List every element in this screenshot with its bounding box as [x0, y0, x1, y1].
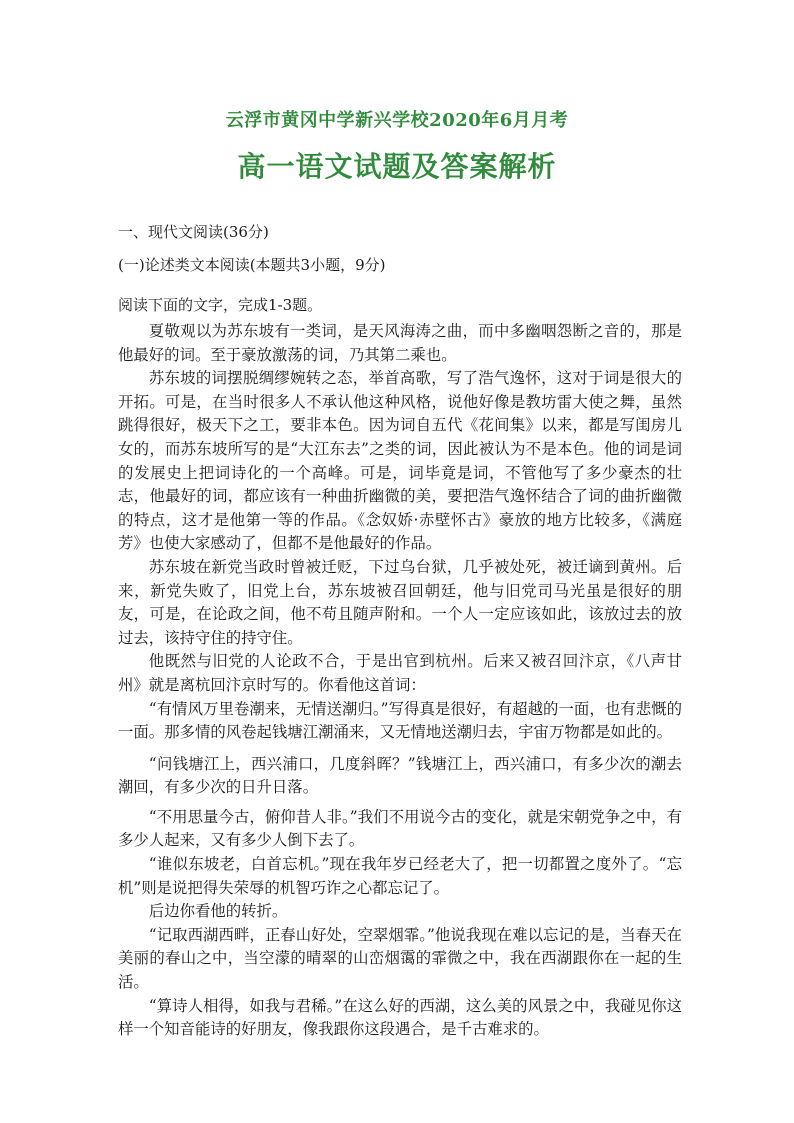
passage-paragraph: “谁似东坡老，白首忘机。”现在我年岁已经老大了，把一切都置之度外了。“忘机”则是说把得失荣辱的机智巧诈之心都忘记了。: [118, 855, 682, 897]
passage-paragraph: 苏东坡在新党当政时曾被迁贬，下过乌台狱，几乎被处死，被迁谪到黄州。后来，新党失败了，旧党上台，苏东坡被召回朝廷，他与旧党司马光虽是很好的朋友，可是，在论政之间，他不苟且随声附和。一个人一定应该如此，该放过去的放过去，该持守住的持守住。: [118, 557, 682, 647]
section-subheading-argumentative: (一)论述类文本阅读(本题共3小题，9分): [118, 256, 386, 274]
exam-title: 高一语文试题及答案解析: [237, 150, 557, 183]
section-heading-modern-reading: 一、现代文阅读(36分): [118, 223, 269, 241]
passage-paragraph: 苏东坡的词摆脱绸缪婉转之态，举首高歌，写了浩气逸怀，这对于词是很大的开拓。可是，在当时很多人不承认他这种风格，说他好像是教坊雷大使之舞，虽然跳得很好，极天下之工，要非本色。因为词自五代《花间集》以来，都是写闺房儿女的，而苏东坡所写的是“大江东去”之类的词，因此被认为不是本色。他的词是词的发展史上把词诗化的一个高峰。可是，词毕竟是词，不管他写了多少豪杰的壮志，他最好的词，都应该有一种曲折幽微的美，要把浩气逸怀结合了词的曲折幽微的特点，这才是他第一等的作品。《念奴娇·赤壁怀古》豪放的地方比较多，《满庭芳》也使大家感动了，但都不是他最好的作品。: [118, 369, 682, 553]
reading-instruction: 阅读下面的文字，完成1-3题。: [118, 296, 323, 314]
passage-paragraph: “记取西湖西畔，正春山好处，空翠烟霏。”他说我现在难以忘记的是，当春天在美丽的春山之中，当空濛的晴翠的山峦烟霭的霏微之中，我在西湖跟你在一起的生活。: [118, 925, 682, 992]
passage-paragraph: “问钱塘江上，西兴浦口，几度斜晖？”钱塘江上，西兴浦口，有多少次的潮去潮回，有多少次的日升日落。: [118, 754, 682, 797]
passage-body: [118, 320, 682, 1042]
passage-paragraph: “算诗人相得，如我与君稀。”在这么好的西湖，这么美的风景之中，我碰见你这样一个知音能诗的好朋友，像我跟你这段遇合，是千古难求的。: [118, 996, 682, 1039]
passage-paragraph: 他既然与旧党的人论政不合，于是出官到杭州。后来又被召回汴京，《八声甘州》就是离杭回汴京时写的。你看他这首词：: [118, 652, 682, 694]
passage-paragraph: “不用思量今古，俯仰昔人非。”我们不用说今古的变化，就是宋朝党争之中，有多少人起来，又有多少人倒下去了。: [118, 807, 682, 850]
passage-paragraph: 后边你看他的转折。: [148, 902, 288, 921]
exam-subtitle: 云浮市黄冈中学新兴学校2020年6月月考: [225, 110, 569, 131]
passage-paragraph: 夏敬观以为苏东坡有一类词，是天风海涛之曲，而中多幽咽怨断之音的，那是他最好的词。至于豪放激荡的词，乃其第二乘也。: [118, 322, 682, 364]
passage-paragraph: “有情风万里卷潮来，无情送潮归。”写得真是很好，有超越的一面，也有悲慨的一面。那多情的风卷起钱塘江潮涌来，又无情地送潮归去，宇宙万物都是如此的。: [118, 699, 682, 742]
